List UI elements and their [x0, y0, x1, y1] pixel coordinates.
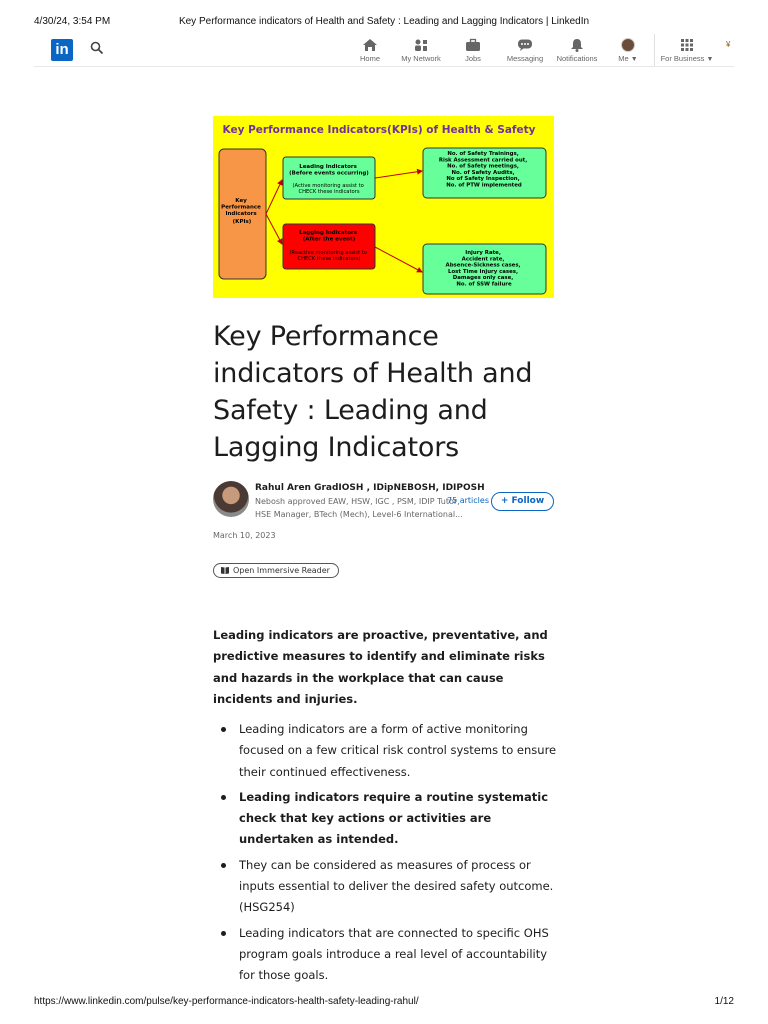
author-headline: Nebosh approved EAW, HSW, IGC , PSM, IDIP Tutor,	[255, 497, 460, 506]
lagging-note-line: (Reactive monitoring assist to	[289, 250, 367, 256]
lagging-box-line: Lagging Indicators	[299, 230, 357, 236]
nav-messaging[interactable]	[497, 38, 553, 63]
nav-for-business-label: For Business	[660, 54, 705, 63]
author-headline: HSE Manager, BTech (Mech), Level-6 International...	[255, 510, 463, 519]
diagram-heading: Key Performance Indicators(KPIs) of Health & Safety	[222, 124, 536, 136]
lagging-example: Absence-Sickness cases,	[445, 262, 521, 269]
print-page-title: Key Performance indicators of Health and Safety : Leading and Lagging Indicators | LinkedIn	[178, 16, 590, 27]
list-item: Leading indicators are a form of active monitoring focused on a few critical risk control systems to ensure their continued effectiveness.	[213, 719, 558, 783]
kpi-box-line: Key	[235, 198, 247, 204]
premium-link[interactable]: ¥	[726, 40, 731, 49]
leading-example: Risk Assessment carried out,	[438, 157, 528, 164]
publish-date: March 10, 2023	[213, 531, 276, 540]
linkedin-logo[interactable]: in	[51, 39, 73, 61]
lagging-box-line: (After the event)	[302, 236, 356, 243]
nav-for-business[interactable]	[656, 38, 718, 63]
leading-example: No. of Safety Audits,	[451, 169, 515, 176]
leading-note-line: CHECK these indicators	[298, 189, 360, 195]
nav-my-network[interactable]	[393, 38, 449, 63]
intro-paragraph: Leading indicators are proactive, preventative, and predictive measures to identify and eliminate risks and hazards in the workplace that can cause incidents and injuries.	[213, 628, 548, 706]
arrow-kpi-to-lagging	[266, 214, 282, 244]
kpi-diagram	[213, 116, 554, 298]
nav-me-label: Me	[618, 54, 629, 63]
search-icon[interactable]	[90, 41, 104, 55]
immersive-reader-button[interactable]	[213, 563, 339, 578]
nav-home-label: Home	[359, 54, 380, 63]
book-icon	[220, 566, 230, 575]
leading-example: No of Safety Inspection,	[446, 176, 520, 183]
lagging-note-line: CHECK these indicators)	[297, 256, 361, 262]
print-url: https://www.linkedin.com/pulse/key-performance-indicators-health-safety-leading-rahul/	[34, 996, 419, 1007]
lagging-example: No. of SSW failure	[456, 281, 512, 288]
network-icon	[413, 38, 429, 52]
chevron-down-icon: ▼	[706, 56, 714, 63]
svg-text:(Reactive monitoring assist to	[289, 250, 368, 262]
list-item: They can be considered as measures of process or inputs essential to deliver the desired safety outcome. (HSG254)	[213, 855, 558, 919]
bell-icon	[569, 38, 585, 52]
nav-divider	[654, 34, 655, 66]
leading-box-line: (Before events occurring)	[289, 170, 369, 177]
nav-notifications-label: Notifications	[556, 54, 598, 63]
arrow-kpi-to-leading	[266, 180, 282, 214]
leading-note-line: (Active monitoring assist to	[292, 183, 364, 189]
svg-text:(Active monitoring assist to	[293, 183, 366, 195]
leading-example: No. of PTW implemented	[446, 182, 522, 189]
svg-text:No. of Safety Trainings,	[439, 151, 529, 189]
nav-jobs[interactable]	[445, 38, 501, 63]
lagging-example: Lost Time Injury cases,	[448, 268, 519, 275]
author-avatar[interactable]	[213, 481, 249, 517]
top-navbar	[34, 34, 734, 67]
leading-example: No. of Safety meetings,	[447, 163, 519, 170]
follow-button[interactable]: + Follow	[491, 492, 554, 511]
nav-jobs-label: Jobs	[465, 54, 481, 63]
chat-icon	[517, 38, 533, 52]
avatar	[621, 38, 635, 52]
article-title: Key Performance indicators of Health and Safety : Leading and Lagging Indicators	[213, 321, 533, 463]
author-name[interactable]: Rahul Aren GradIOSH , IDipNEBOSH, IDIPOSH	[255, 483, 485, 493]
chevron-down-icon: ▼	[630, 56, 638, 63]
svg-text:Lagging Indicators (Afte	[299, 230, 359, 243]
leading-example: No. of Safety Trainings,	[447, 151, 519, 157]
leading-box-line: Leading Indicators	[299, 164, 357, 170]
nav-notifications[interactable]	[549, 38, 605, 63]
author-articles-link[interactable]: 75 articles	[447, 496, 489, 505]
nav-my-network-label: My Network	[401, 54, 441, 63]
kpi-box-line: Performance	[221, 204, 261, 211]
nav-me[interactable]	[600, 38, 656, 63]
kpi-box-line: Indicators	[225, 211, 257, 217]
grid-icon	[680, 38, 694, 52]
nav-messaging-label: Messaging	[506, 54, 544, 63]
print-page-number: 1/12	[714, 996, 734, 1007]
print-timestamp: 4/30/24, 3:54 PM	[34, 16, 111, 27]
lagging-example: Accident rate,	[461, 256, 505, 263]
briefcase-icon	[465, 38, 481, 52]
immersive-reader-label: Open Immersive Reader	[233, 566, 330, 575]
hero-image	[213, 116, 554, 298]
arrow-lagging-to-examples	[375, 247, 422, 272]
list-item: Leading indicators that are connected to specific OHS program goals introduce a real level of accountability for those goals.	[213, 923, 558, 987]
nav-home[interactable]	[342, 38, 398, 63]
svg-text:Leading Indicators (Befo	[289, 164, 369, 177]
indicator-list	[213, 719, 558, 991]
list-item: Leading indicators require a routine systematic check that key actions or activities are undertaken as intended.	[213, 787, 558, 851]
kpi-box-line: (KPIs)	[232, 219, 252, 225]
home-icon	[362, 38, 378, 52]
lagging-example: Damages only case,	[452, 275, 514, 282]
arrow-leading-to-examples	[375, 171, 422, 178]
lagging-example: Injury Rate,	[465, 250, 501, 256]
